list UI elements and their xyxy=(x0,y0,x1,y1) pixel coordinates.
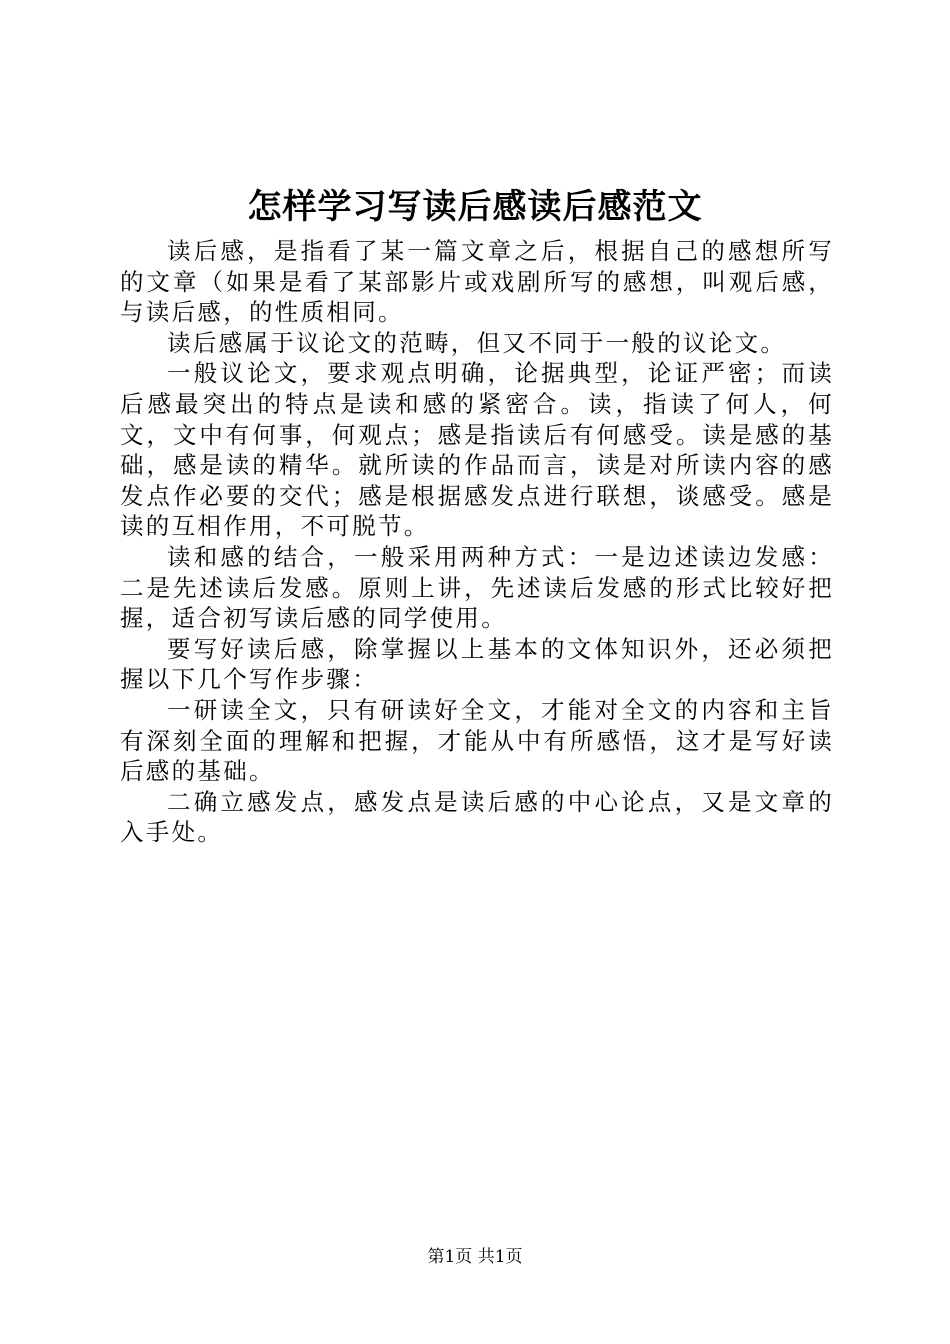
paragraph-6: 一研读全文，只有研读好全文，才能对全文的内容和主旨有深刻全面的理解和把握，才能从中有所感悟，这才是写好读后感的基础。 xyxy=(120,695,834,786)
paragraph-3: 一般议论文，要求观点明确，论据典型，论证严密；而读后感最突出的特点是读和感的紧密合。读，指读了何人，何文，文中有何事，何观点；感是指读后有何感受。读是感的基础，感是读的精华。就所读的作品而言，读是对所读内容的感发点作必要的交代；感是根据感发点进行联想，谈感受。感是读的互相作用，不可脱节。 xyxy=(120,359,834,541)
paragraph-1: 读后感，是指看了某一篇文章之后，根据自己的感想所写的文章（如果是看了某部影片或戏剧所写的感想，叫观后感，与读后感，的性质相同。 xyxy=(120,237,834,327)
document-body xyxy=(120,236,834,848)
document-title: 怎样学习写读后感读后感范文 xyxy=(247,187,703,227)
paragraph-5: 要写好读后感，除掌握以上基本的文体知识外，还必须把握以下几个写作步骤： xyxy=(120,634,834,694)
page-footer: 第1页 共1页 xyxy=(427,1247,523,1267)
paragraph-7: 二确立感发点，感发点是读后感的中心论点，又是文章的入手处。 xyxy=(120,787,834,847)
paragraph-2: 读后感属于议论文的范畴，但又不同于一般的议论文。 xyxy=(167,328,787,357)
paragraph-4: 读和感的结合，一般采用两种方式：一是边述读边发感：二是先述读后发感。原则上讲，先述读后发感的形式比较好把握，适合初写读后感的同学使用。 xyxy=(120,542,834,633)
